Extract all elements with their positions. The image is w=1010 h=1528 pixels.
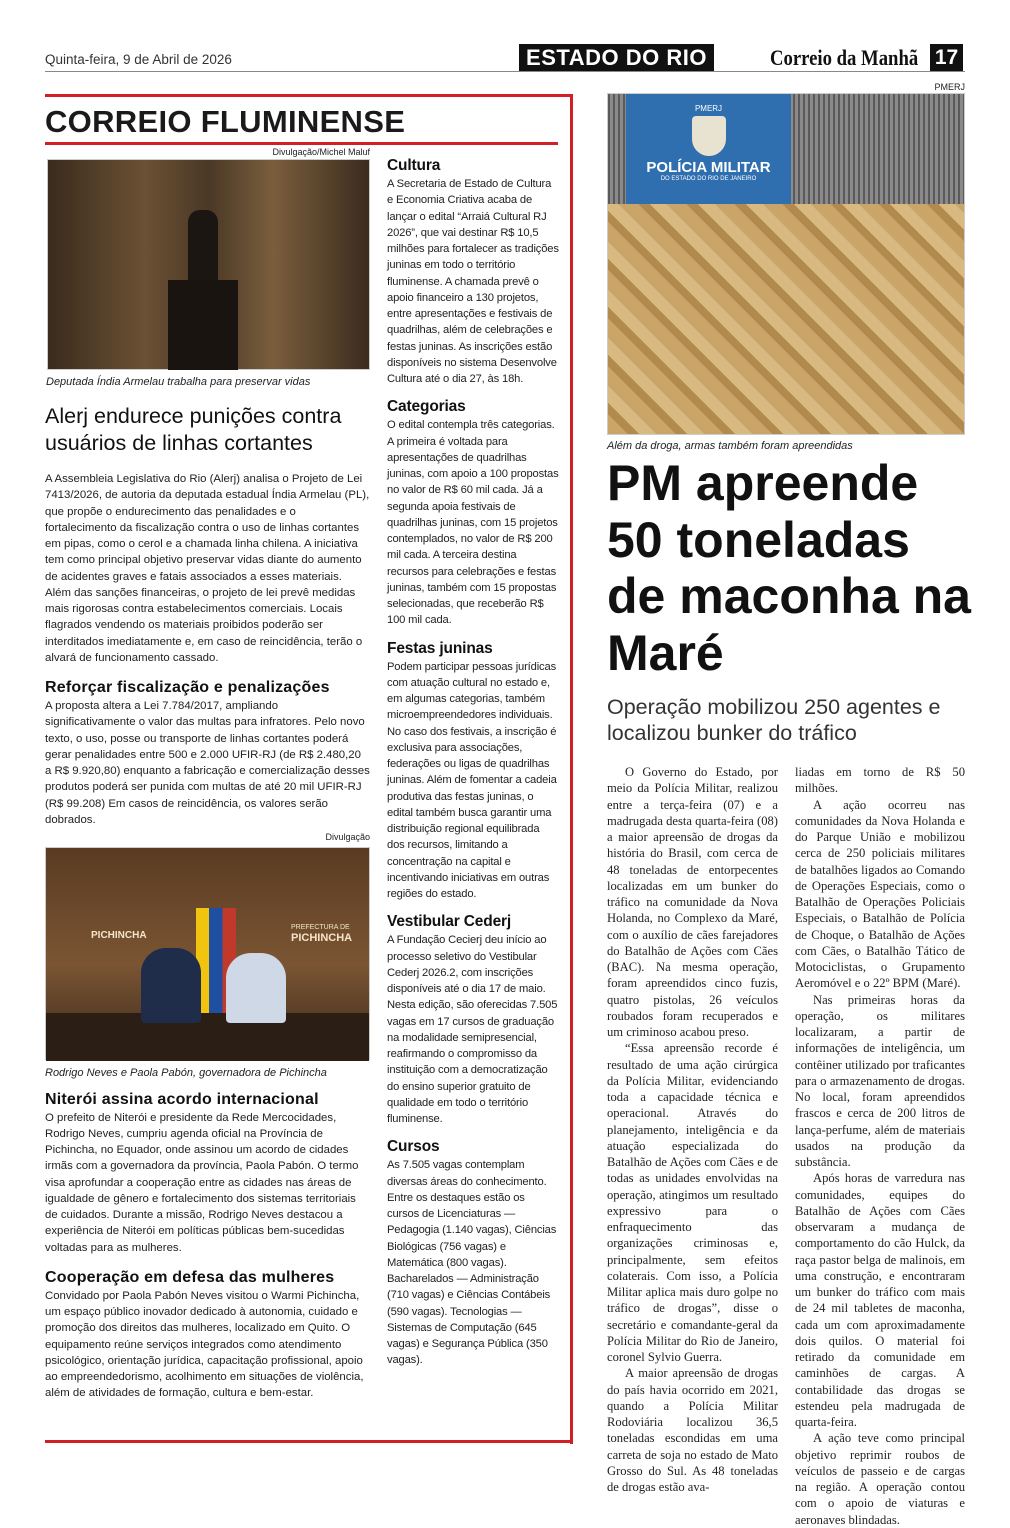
police-banner [626, 94, 791, 204]
police-crest-icon [692, 116, 726, 156]
paragraph: Convidado por Paola Pabón Neves visitou o Warmi Pichincha, um espaço público inovador dedicado à autonomia, cuidado e promoção dos direitos das mulheres, localizado em Quito. O equipamento reúne serviços integrados como atendimento psicológico, orientação jurídica, capacitação profissional, apoio ao empreendedorismo, acolhimento em situações de violência, além de atividades de formação, cultura e bem-estar. [45, 1289, 364, 1400]
paragraph: “Essa apreensão recorde é resultado de uma ação cirúrgica da Polícia Militar, evidenciando toda a capacidade técnica e operacional. Através do planejamento, inteligência e da atuação especializada do Batalhão de Ações com Cães e de todas as unidades envolvidas na operação, atingimos um resultado expressivo para o enfraquecimento das organizações criminosas e, principalmente, sem efeitos colaterais. Com isso, a Polícia Militar aplica mais duro golpe no tráfico de drogas”, disse o secretário e comandante-geral da Polícia Militar do Rio de Janeiro, coronel Sylvio Guerra. [607, 1041, 778, 1364]
photo-deputy-speaking [47, 159, 370, 370]
paragraph: A ação ocorreu nas comunidades da Nova Holanda e do Parque União e mobilizou cerca de 250 policiais militares de batalhões ligados ao Comando de Operações Especiais, como o Batalhão de Operações Policiais Especiais, o Batalhão de Polícia de Choque, o Batalhão de Ações com Cães, o Batalhão Tático de Motociclistas, o Grupamento Aeromóvel e o 22º BPM (Maré). [795, 797, 965, 991]
photo-credit: PMERJ [934, 82, 965, 92]
photo-caption: Rodrigo Neves e Paola Pabón, governadora de Pichincha [45, 1067, 327, 1080]
table [46, 1013, 369, 1061]
person-figure [141, 948, 201, 1023]
photo-credit: Divulgação/Michel Maluf [272, 147, 370, 157]
page-number: 17 [930, 44, 963, 71]
article-column-1 [607, 764, 778, 1495]
photo-drug-seizure [607, 93, 965, 435]
article-headline: Alerj endurece punições contra usuários de linhas cortantes [45, 404, 342, 455]
box-border-bottom [45, 1440, 573, 1443]
column-title-rule [45, 142, 558, 145]
subheading: Cooperação em defesa das mulheres [45, 1268, 335, 1286]
paragraph: O prefeito de Niterói e presidente da Rede Mercocidades, Rodrigo Neves, cumpriu agenda oficial na Província de Pichincha, no Equador, onde assinou um acordo de cidades irmãs com a governadora da província, Paola Pabón. O termo visa aprofundar a cooperação entre as cidades nas áreas de igualdade de gênero e fortalecimento dos sistemas territoriais de cuidados. Durante a missão, Rodrigo Neves destacou a experiência de Niterói em políticas públicas bem-sucedidas voltadas para as mulheres. [45, 1111, 359, 1254]
brief-title: Festas juninas [387, 639, 493, 657]
box-border-top [45, 94, 573, 97]
paragraph: A maior apreensão de drogas do país havia ocorrido em 2021, quando a Polícia Militar Rodoviária localizou 36,5 toneladas escondidas em uma carreta de soja no estado de Mato Grosso do Sul. As 48 toneladas de drogas estão ava- [607, 1366, 778, 1494]
sign-text: PICHINCHA [291, 932, 353, 945]
brief-title: Categorias [387, 398, 466, 416]
banner-text: POLÍCIA MILITAR [646, 159, 771, 176]
newspaper-logo: Correio da Manhã [770, 45, 919, 70]
header-rule [45, 71, 965, 72]
subheading: Niterói assina acordo internacional [45, 1090, 319, 1108]
brief-title: Cursos [387, 1138, 440, 1156]
briefs-column [387, 156, 559, 1369]
paragraph: A proposta altera a Lei 7.784/2017, ampliando significativamente o valor das multas para infratores. Pelo novo texto, o uso, posse ou transporte de linhas cortantes poderá gerar penalidades entre 500 e 2.000 UFIR-RJ (de R$ 2.480,20 a R$ 9.920,80) enquanto a fabricação e comercialização desses produtos poderá ser punida com multas de até 20 mil UFIR-RJ (R$ 99.208) Em casos de reincidência, os valores serão dobrados. [45, 700, 370, 826]
paragraph: O Governo do Estado, por meio da Polícia Militar, realizou entre a terça-feira (07) e a madrugada desta quarta-feira (08) a maior apreensão de drogas da história do Brasil, com cerca de 48 toneladas de entorpecentes localizadas em um bunker do tráfico na comunidade da Nova Holanda, no Complexo da Maré, com o auxílio de cães farejadores do Batalhão de Ações com Cães (BAC). Na mesma operação, foram apreendidos cinco fuzis, quatro pistolas, 26 veículos roubados foram recuperados e um criminoso acabou preso. [607, 765, 778, 1039]
brief-text: As 7.505 vagas contemplam diversas áreas do conhecimento. Entre os destaques estão os cursos de Licenciaturas — Pedagogia (1.140 vagas), Ciências Biológicas (756 vagas) e Matemática (800 vagas). Bacharelados — Administração (710 vagas) e Ciências Contábeis (590 vagas). Tecnologias — Sistemas de Computação (645 vagas) e Segurança Pública (350 vagas). [387, 1159, 557, 1367]
photo-credit: Divulgação [325, 832, 370, 842]
banner-text: DO ESTADO DO RIO DE JANEIRO [660, 176, 757, 182]
paragraph: Após horas de varredura nas comunidades, equipes do Batalhão de Ações com Cães observaram a mudança de comportamento do cão Hulck, da raça pastor belga de malinois, em uma construção, e encontraram um bunker do tráfico com mais de 24 mil tabletes de maconha, cada um com aproximadamente dois quilos. O material foi retirado da comunidade em caminhões de cargas. A contabilidade das drogas se estendeu pela madrugada de quarta-feira. [795, 1171, 965, 1429]
article-column-2 [795, 764, 965, 1528]
brief-text: Podem participar pessoas jurídicas com atuação cultural no estado e, em algumas categorias, também microempreendedores individuais. No caso dos festivais, a inscrição é exclusiva para associações, federações ou ligas de quadrilhas juninas. Além de fomentar a cadeia produtiva das festas juninas, o edital também busca garantir uma distribuição regional equilibrada dos recursos, limitando a concentração na capital e incentivando iniciativas em outras regiões do estado. [387, 660, 557, 900]
sign-text: PREFECTURA DE [291, 924, 350, 932]
paragraph: Nas primeiras horas da operação, os militares localizaram, a partir de informações de inteligência, um contêiner utilizado por traficantes para o armazenamento de drogas. No local, foram apreendidos frascos e cerca de 200 litros de lança-perfume, além de materiais usados na produção da substância. [795, 992, 965, 1169]
banner-text: PMERJ [694, 104, 723, 113]
brief-text: A Secretaria de Estado de Cultura e Economia Criativa acaba de lançar o edital “Arraiá Cultural RJ 2026”, que vai destinar R$ 10,5 milhões para fortalecer as tradições juninas em todo o território fluminense. A chamada prevê o apoio financeiro a 130 projetos, entre apresentações e festivais de quadrilhas, além de celebrações e festas juninas. As inscrições estão disponíveis no sistema Desenvolve Cultura até o dia 27, às 18h. [387, 178, 559, 385]
brief-title: Vestibular Cederj [387, 913, 512, 931]
speaker-figure [188, 210, 218, 290]
sign-text: PICHINCHA [91, 930, 147, 942]
paragraph: liadas em torno de R$ 50 milhões. [795, 765, 965, 796]
brief-text: A Fundação Cecierj deu início ao processo seletivo do Vestibular Cederj 2026.2, com inscrições disponíveis até o dia 17 de maio. Nesta edição, são oferecidas 7.505 vagas em 17 cursos de graduação na modalidade semipresencial, reafirmando o compromisso da instituição com a democratização do ensino superior gratuito de qualidade em todo o território fluminense. [387, 934, 558, 1125]
photo-caption: Deputada Índia Armelau trabalha para preservar vidas [46, 376, 311, 388]
edition-date: Quinta-feira, 9 de Abril de 2026 [45, 52, 232, 67]
brief-title: Cultura [387, 157, 441, 174]
main-headline: PM apreende 50 toneladas de maconha na Maré [607, 455, 971, 681]
paragraph: A ação teve como principal objetivo reprimir roubos de veículos de passeio e de cargas na região. A operação contou com o apoio de viaturas e aeronaves blindadas. [795, 1431, 965, 1527]
subheadline: Operação mobilizou 250 agentes e localizou bunker do tráfico [607, 695, 941, 745]
section-label: ESTADO DO RIO [519, 44, 714, 71]
brief-text: O edital contempla três categorias. A primeira é voltada para apresentações de quadrilhas juninas, com apoio a 100 propostas no valor de R$ 60 mil cada. Já a segunda apoia festivais de quadrilhas juninas, com 15 projetos contemplados, no valor de R$ 200 mil cada. A terceira destina recursos para celebrações e festas juninas, também com 15 propostas selecionadas, que receberão R$ 100 mil cada. [387, 419, 559, 627]
paragraph: A Assembleia Legislativa do Rio (Alerj) analisa o Projeto de Lei 7413/2026, de autoria da deputada estadual Índia Armelau (PL), que propõe o endurecimento das penalidades e o fortalecimento da fiscalização contra o uso de linhas cortantes em pipas, como o cerol e a chamada linha chilena. A iniciativa tem como principal objetivo preservar vidas diante do aumento de acidentes graves e fatais associados a esses materiais. Além das sanções financeiras, o projeto de lei prevê medidas mais rigorosas contra estabelecimentos comerciais. Locais flagrados vendendo os materiais proibidos poderão ser interditados imediatamente e, em caso de reincidência, terão o alvará de funcionamento cassado. [45, 473, 370, 664]
podium [168, 280, 238, 370]
box-border-right [570, 94, 573, 1444]
photo-caption: Além da droga, armas também foram apreendidas [607, 440, 853, 452]
subheading: Reforçar fiscalização e penalizações [45, 679, 330, 696]
photo-signing-ceremony [45, 847, 370, 1060]
article-body [45, 471, 370, 1402]
column-title: CORREIO FLUMINENSE [45, 104, 406, 139]
person-figure [226, 953, 286, 1023]
